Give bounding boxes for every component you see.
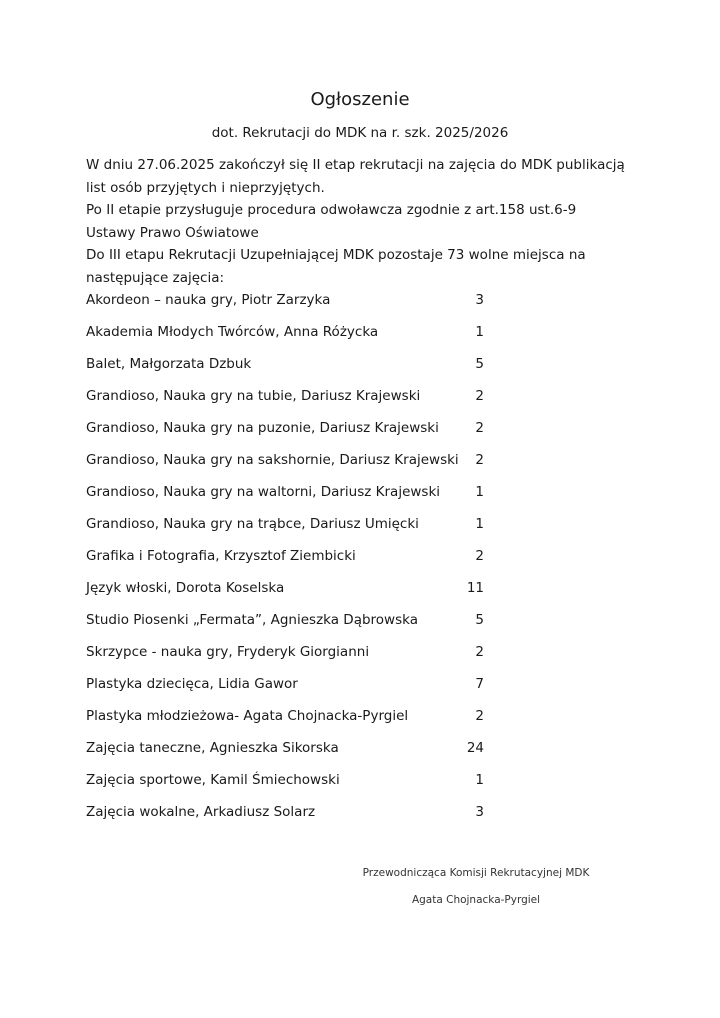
class-name: Balet, Małgorzata Dzbuk	[86, 356, 252, 372]
list-item	[86, 802, 506, 834]
classes-list	[86, 290, 506, 834]
signature-role: Przewodnicząca Komisji Rekrutacyjnej MDK	[362, 867, 590, 879]
free-places-count: 2	[475, 420, 484, 436]
list-item	[86, 418, 506, 450]
list-item	[86, 322, 506, 354]
class-name: Akordeon – nauka gry, Piotr Zarzyka	[86, 292, 331, 308]
free-places-count: 2	[475, 708, 484, 724]
free-places-count: 1	[475, 484, 484, 500]
list-item	[86, 290, 506, 322]
list-item	[86, 354, 506, 386]
class-name: Akademia Młodych Twórców, Anna Różycka	[86, 324, 379, 340]
class-name: Grandioso, Nauka gry na puzonie, Dariusz Krajewski	[86, 420, 439, 436]
class-name: Plastyka dziecięca, Lidia Gawor	[86, 676, 298, 692]
list-item	[86, 610, 506, 642]
list-item	[86, 738, 506, 770]
list-item	[86, 386, 506, 418]
free-places-count: 2	[475, 548, 484, 564]
class-name: Grandioso, Nauka gry na trąbce, Dariusz Umięcki	[86, 516, 419, 532]
class-name: Zajęcia sportowe, Kamil Śmiechowski	[86, 772, 340, 788]
free-places-count: 2	[475, 388, 484, 404]
class-name: Język włoski, Dorota Koselska	[86, 580, 285, 596]
list-item	[86, 578, 506, 610]
page-subtitle: dot. Rekrutacji do MDK na r. szk. 2025/2026	[211, 125, 509, 141]
free-places-count: 5	[475, 612, 484, 628]
list-item	[86, 770, 506, 802]
free-places-count: 2	[475, 644, 484, 660]
free-places-count: 1	[475, 516, 484, 532]
list-item	[86, 706, 506, 738]
class-name: Zajęcia wokalne, Arkadiusz Solarz	[86, 804, 316, 820]
free-places-count: 3	[475, 804, 484, 820]
intro-line: Do III etapu Rekrutacji Uzupełniającej MDK pozostaje 73 wolne miejsca na	[86, 247, 586, 264]
free-places-count: 5	[475, 356, 484, 372]
class-name: Grandioso, Nauka gry na waltorni, Dariusz Krajewski	[86, 484, 441, 500]
list-item	[86, 674, 506, 706]
list-item	[86, 546, 506, 578]
list-item	[86, 514, 506, 546]
free-places-count: 24	[466, 740, 484, 756]
class-name: Zajęcia taneczne, Agnieszka Sikorska	[86, 740, 339, 756]
class-name: Plastyka młodzieżowa- Agata Chojnacka-Pyrgiel	[86, 708, 409, 724]
class-name: Grandioso, Nauka gry na sakshornie, Dariusz Krajewski	[86, 452, 459, 468]
class-name: Skrzypce - nauka gry, Fryderyk Giorgianni	[86, 644, 370, 660]
list-item	[86, 642, 506, 674]
page-title: Ogłoszenie	[310, 89, 410, 110]
free-places-count: 7	[475, 676, 484, 692]
list-item	[86, 450, 506, 482]
free-places-count: 1	[475, 772, 484, 788]
signature-name: Agata Chojnacka-Pyrgiel	[411, 894, 541, 906]
free-places-count: 2	[475, 452, 484, 468]
free-places-count: 1	[475, 324, 484, 340]
class-name: Grandioso, Nauka gry na tubie, Dariusz Krajewski	[86, 388, 421, 404]
free-places-count: 3	[475, 292, 484, 308]
intro-paragraph	[86, 154, 646, 290]
class-name: Studio Piosenki „Fermata”, Agnieszka Dąbrowska	[86, 612, 418, 628]
intro-line: Ustawy Prawo Oświatowe	[86, 224, 259, 241]
class-name: Grafika i Fotografia, Krzysztof Ziembicki	[86, 548, 356, 564]
intro-line: następujące zajęcia:	[86, 269, 225, 286]
free-places-count: 11	[466, 580, 484, 596]
list-item	[86, 482, 506, 514]
intro-line: W dniu 27.06.2025 zakończył się II etap rekrutacji na zajęcia do MDK publikacją	[86, 157, 625, 173]
intro-line: list osób przyjętych i nieprzyjętych.	[86, 179, 325, 196]
intro-line: Po II etapie przysługuje procedura odwoławcza zgodnie z art.158 ust.6-9	[86, 202, 577, 219]
